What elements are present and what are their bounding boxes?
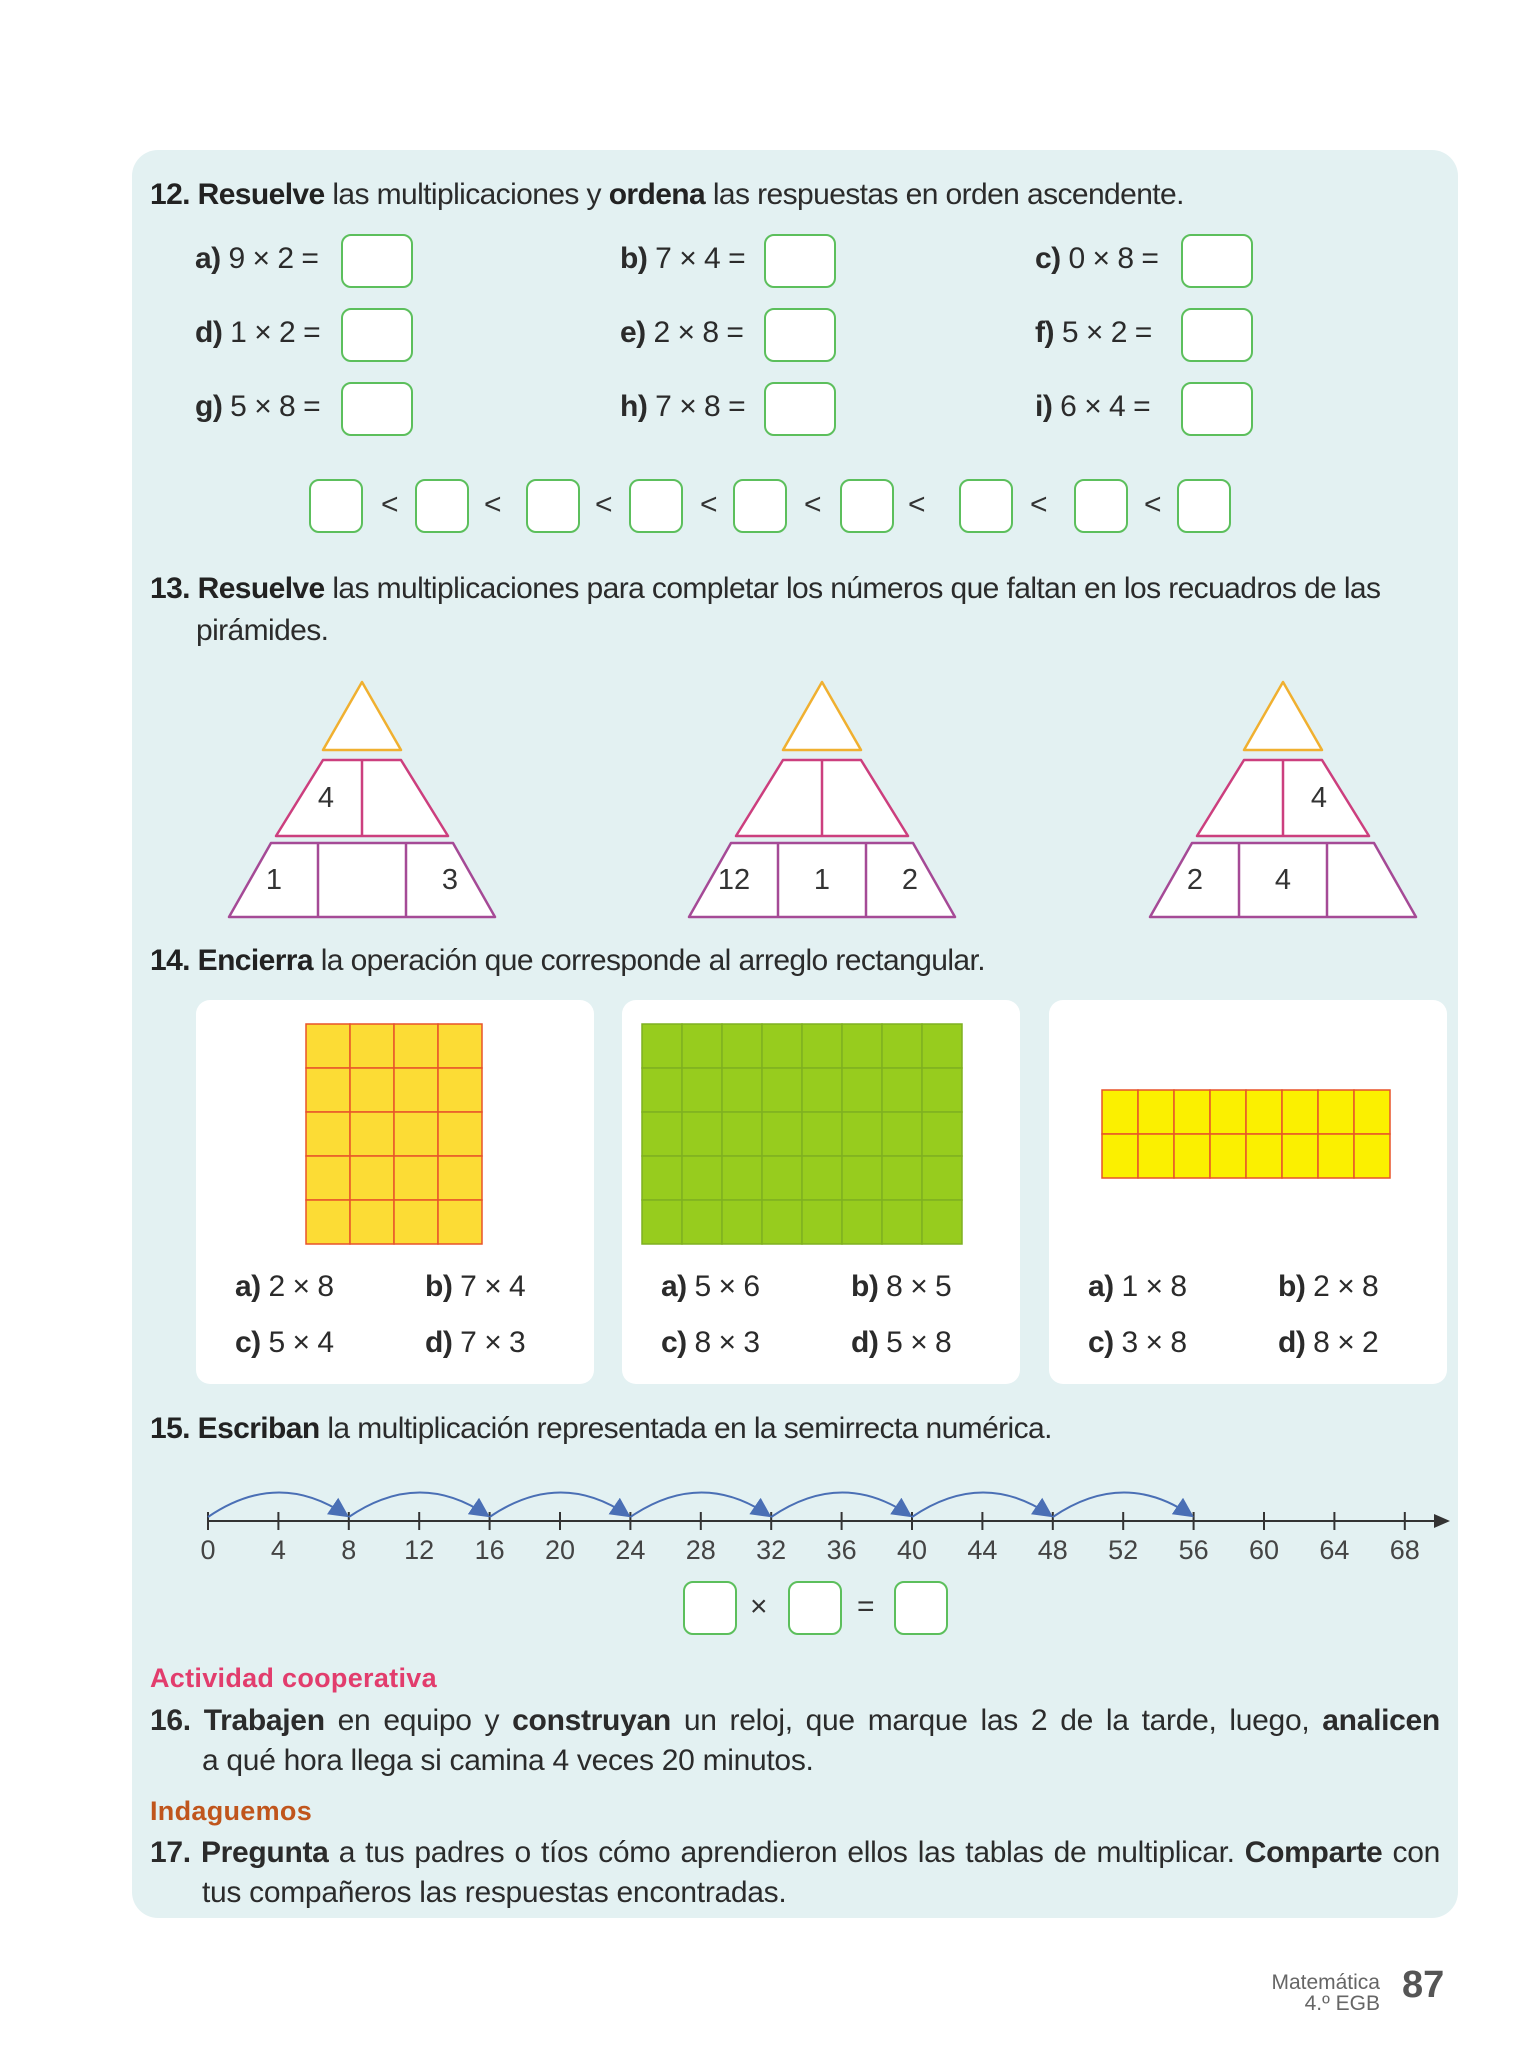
tick-label: 56 — [1178, 1535, 1209, 1565]
q12-item-label: e) — [620, 316, 646, 349]
q14-option-label: a) — [661, 1270, 687, 1303]
q14-option-expr: 8 × 5 — [886, 1270, 952, 1303]
pyramid-number: 2 — [1186, 864, 1204, 896]
tick-label: 40 — [896, 1535, 928, 1565]
q17-statement: 17. Pregunta a tus padres o tíos cómo aprendieron ellos las tablas de multiplicar. Comparte con — [150, 1836, 1441, 1869]
tick-label: 16 — [474, 1535, 505, 1565]
tick-label: 60 — [1248, 1535, 1280, 1565]
footer-subject-block — [1200, 1972, 1380, 2014]
q14-option-label: b) — [425, 1270, 453, 1303]
cooperative-activity-title: Actividad cooperativa — [150, 1663, 437, 1693]
q15-times-sign: × — [750, 1590, 768, 1623]
q12-item-label: c) — [1035, 242, 1061, 275]
q14-option-expr: 2 × 8 — [268, 1270, 334, 1303]
pyramid-number: 4 — [1274, 864, 1292, 896]
tick-label: 32 — [756, 1535, 787, 1565]
q14-option-label: c) — [661, 1326, 687, 1359]
pyramid-number: 4 — [317, 782, 335, 814]
less-than-sign: < — [381, 488, 399, 521]
q12-item-expr: 5 × 8 = — [230, 390, 321, 423]
q15-factor1-box[interactable] — [683, 1581, 737, 1635]
q14-option-label: a) — [1088, 1270, 1114, 1303]
q12-item-expr: 9 × 2 = — [228, 242, 319, 275]
less-than-sign: < — [595, 488, 613, 521]
pyramid-number: 12 — [717, 864, 751, 896]
tick-label: 4 — [270, 1535, 286, 1565]
q12-item-expr: 6 × 4 = — [1060, 390, 1151, 423]
jump-arc — [490, 1492, 628, 1517]
tick-label: 0 — [200, 1535, 216, 1565]
jump-arc — [630, 1492, 768, 1517]
q14-option-label: b) — [1278, 1270, 1306, 1303]
q12-item-expr: 7 × 4 = — [655, 242, 746, 275]
q15-product-box[interactable] — [894, 1581, 948, 1635]
tick-label: 28 — [685, 1535, 716, 1565]
q12-item-expr: 2 × 8 = — [653, 316, 744, 349]
pyramid-number: 4 — [1310, 782, 1328, 814]
less-than-sign: < — [484, 488, 502, 521]
q14-option-expr: 5 × 6 — [694, 1270, 760, 1303]
q12-item-label: a) — [195, 242, 221, 275]
q12-item-label: b) — [620, 242, 648, 275]
pyramid-number: 3 — [441, 864, 459, 896]
less-than-sign: < — [908, 488, 926, 521]
q12-item-expr: 1 × 2 = — [230, 316, 321, 349]
jump-arc — [771, 1492, 909, 1517]
less-than-sign: < — [804, 488, 822, 521]
indaguemos-title: Indaguemos — [150, 1796, 313, 1826]
q14-option-expr: 7 × 3 — [460, 1326, 526, 1359]
q12-item-label: g) — [195, 390, 223, 423]
q14-option-expr: 5 × 8 — [886, 1326, 952, 1359]
q14-option-expr: 5 × 4 — [268, 1326, 334, 1359]
q14-option-expr: 1 × 8 — [1121, 1270, 1187, 1303]
q14-option-label: c) — [235, 1326, 261, 1359]
q14-option-label: d) — [851, 1326, 879, 1359]
axis-arrowhead — [1434, 1514, 1450, 1528]
q12-statement: 12. Resuelve las multiplicaciones y ordena las respuestas en orden ascendente. — [150, 178, 1184, 211]
q15-factor2-box[interactable] — [788, 1581, 842, 1635]
tick-label: 64 — [1319, 1535, 1350, 1565]
q14-option-expr: 8 × 3 — [694, 1326, 760, 1359]
jump-arc — [1053, 1492, 1191, 1517]
less-than-sign: < — [1030, 488, 1048, 521]
jump-arc — [208, 1492, 346, 1517]
q16-statement-line2: a qué hora llega si camina 4 veces 20 minutos. — [202, 1744, 814, 1777]
tick-label: 20 — [544, 1535, 576, 1565]
q15-equals-sign: = — [857, 1590, 875, 1623]
q16-statement: 16. Trabajen en equipo y construyan un reloj, que marque las 2 de la tarde, luego, analicen — [150, 1704, 1440, 1737]
q13-statement: 13. Resuelve las multiplicaciones para completar los números que faltan en los recuadros de las — [150, 572, 1381, 605]
q14-option-expr: 7 × 4 — [460, 1270, 526, 1303]
q14-option-expr: 2 × 8 — [1313, 1270, 1379, 1303]
q14-option-label: d) — [425, 1326, 453, 1359]
pyramid-number: 1 — [265, 864, 283, 896]
tick-label: 52 — [1108, 1535, 1139, 1565]
q14-option-expr: 8 × 2 — [1313, 1326, 1379, 1359]
q12-item-label: d) — [195, 316, 223, 349]
q12-item-expr: 0 × 8 = — [1068, 242, 1159, 275]
page-number: 87 — [1402, 1964, 1445, 2006]
q13-statement-line2: pirámides. — [196, 614, 329, 647]
q17-statement-line2: tus compañeros las respuestas encontradas. — [202, 1876, 787, 1909]
pyramid-number: 1 — [813, 864, 831, 896]
footer-subject: Matemática — [1271, 1971, 1380, 1994]
q12-item-expr: 7 × 8 = — [655, 390, 746, 423]
q12-item-label: i) — [1035, 390, 1053, 423]
tick-label: 8 — [341, 1535, 357, 1565]
q14-option-label: a) — [235, 1270, 261, 1303]
q15-statement: 15. Escriban la multiplicación representada en la semirrecta numérica. — [150, 1412, 1052, 1445]
tick-label: 24 — [615, 1535, 646, 1565]
q14-option-expr: 3 × 8 — [1121, 1326, 1187, 1359]
tick-label: 12 — [404, 1535, 435, 1565]
q12-item-expr: 5 × 2 = — [1061, 316, 1152, 349]
tick-label: 36 — [826, 1535, 857, 1565]
q14-option-label: c) — [1088, 1326, 1114, 1359]
jump-arc — [912, 1492, 1050, 1517]
jump-arc — [349, 1492, 487, 1517]
less-than-sign: < — [700, 488, 718, 521]
less-than-sign: < — [1144, 488, 1162, 521]
tick-label: 44 — [967, 1535, 998, 1565]
pyramid-number: 2 — [901, 864, 919, 896]
q14-option-label: d) — [1278, 1326, 1306, 1359]
q12-item-label: h) — [620, 390, 648, 423]
q12-item-label: f) — [1035, 316, 1054, 349]
footer-grade: 4.º EGB — [1304, 1992, 1380, 2015]
q14-statement: 14. Encierra la operación que corresponde al arreglo rectangular. — [150, 944, 985, 977]
q14-option-label: b) — [851, 1270, 879, 1303]
tick-label: 68 — [1389, 1535, 1420, 1565]
tick-label: 48 — [1037, 1535, 1068, 1565]
